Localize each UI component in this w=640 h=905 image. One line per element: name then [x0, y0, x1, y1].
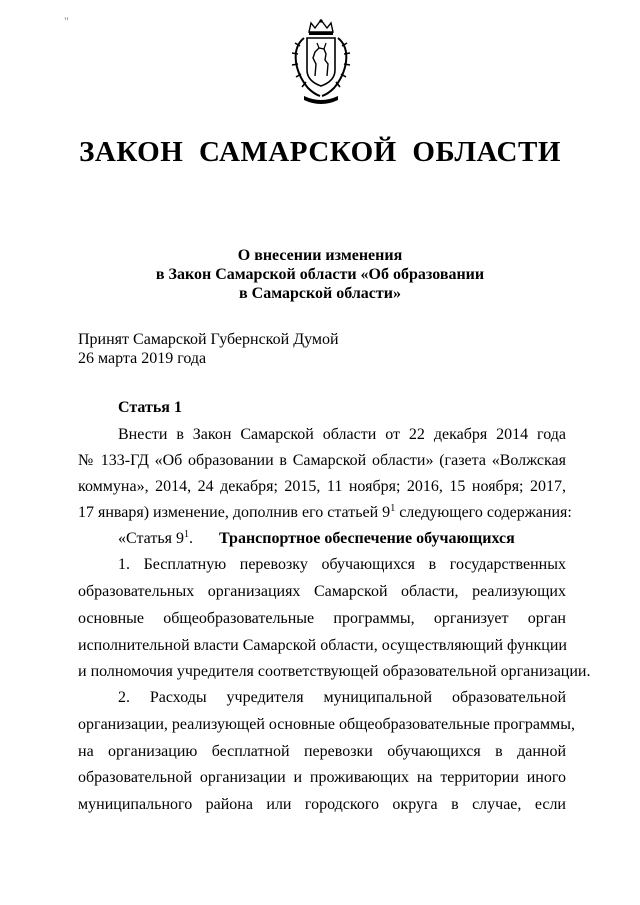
text-line: 1. Бесплатную перевозку обучающихся в государственных — [118, 556, 566, 573]
superscript: 1 — [390, 503, 396, 514]
article9-title: Транспортное обеспечение обучающихся — [218, 530, 515, 547]
subtitle-line: О внесении изменения — [237, 247, 403, 264]
text-line: исполнительной власти Самарской области, осуществляющий функции — [78, 637, 567, 654]
text-line: организации, реализующей основные общеобразовательные программы, — [78, 716, 576, 733]
text-line: образовательной организации и проживающих на территории иного — [78, 769, 566, 786]
text-line — [78, 503, 572, 523]
text-line: 2. Расходы учредителя муниципальной образовательной — [118, 689, 566, 706]
adoption-info — [78, 330, 339, 368]
law-subtitle — [0, 246, 640, 303]
text-line: муниципального района или городского округа в случае, если — [78, 796, 566, 813]
text-line: основные общеобразовательные программы, организует орган — [78, 610, 566, 627]
side-mark: " — [64, 14, 69, 28]
subtitle-line: в Закон Самарской области «Об образовании — [155, 266, 485, 283]
article9-label: «Статья 9 — [118, 530, 184, 547]
text-fragment: следующего содержания: — [395, 504, 572, 521]
text-line: Внести в Закон Самарской области от 22 декабря 2014 года — [118, 426, 566, 443]
text-line: коммуна», 2014, 24 декабря; 2015, 11 ноября; 2016, 15 ноября; 2017, — [78, 478, 566, 495]
adopted-by: Принят Самарской Губернской Думой — [78, 331, 339, 348]
subtitle-line: в Самарской области» — [239, 285, 401, 302]
superscript: 1 — [183, 529, 189, 540]
article-heading: Статья 1 — [118, 399, 182, 416]
text-line: образовательных организациях Самарской области, реализующих — [78, 583, 566, 600]
article9-heading — [118, 529, 566, 549]
text-line: № 133-ГД «Об образовании в Самарской области» (газета «Волжская — [78, 452, 566, 469]
coat-of-arms-emblem — [280, 18, 362, 106]
text-line: и полномочия учредителя соответствующей образовательной организации. — [78, 663, 591, 680]
adoption-date: 26 марта 2019 года — [78, 350, 207, 367]
text-fragment: 17 января) изменение, дополнив его статьей 9 — [78, 504, 391, 521]
page-title: ЗАКОН САМАРСКОЙ ОБЛАСТИ — [79, 136, 561, 168]
text-line: на организацию бесплатной перевозки обучающихся в данной — [78, 743, 566, 760]
article9-label-dot: . — [188, 530, 193, 547]
